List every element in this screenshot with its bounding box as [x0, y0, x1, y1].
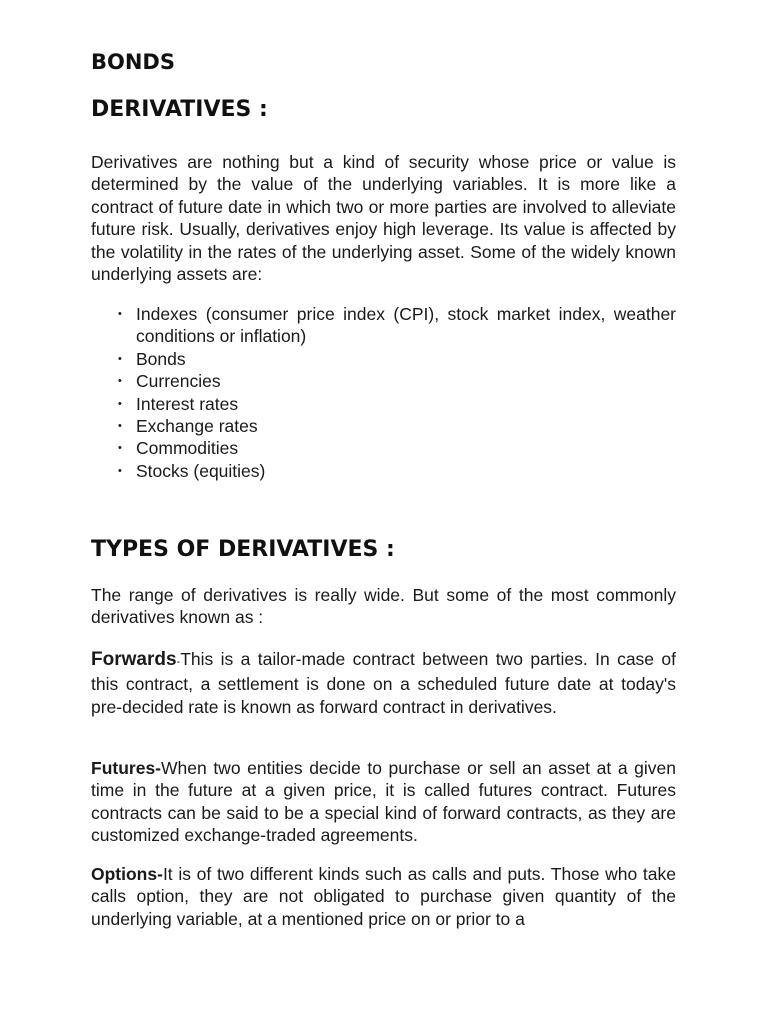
forwards-separator: - — [176, 656, 181, 668]
list-item — [118, 370, 676, 392]
heading-derivatives: DERIVATIVES : — [91, 97, 268, 122]
list-item — [118, 303, 676, 348]
options-paragraph — [91, 863, 676, 930]
intro-paragraph: Derivatives are nothing but a kind of security whose price or value is determined by the value of the underlying variables. It is more like a contract of future date in which two or more parties are involved to alleviate future risk. Usually, derivatives enjoy high leverage. Its value is affected by the volatility in the rates of the underlying asset. Some of the widely known underlying assets are: — [91, 152, 676, 285]
heading-bonds: BONDS — [91, 50, 175, 74]
options-term: Options- — [91, 864, 163, 884]
forwards-term: Forwards — [91, 649, 177, 670]
forwards-paragraph — [91, 648, 676, 718]
list-item-text: Bonds — [136, 348, 186, 369]
bullet-icon: • — [118, 420, 122, 433]
bullet-icon: • — [118, 308, 122, 320]
futures-text: When two entities decide to purchase or sell an asset at a given time in the future at a given price, it is called futures contract. Futures contracts can be said to be a special kind of forward contracts, as they are customized exchange-traded agreements. — [91, 758, 676, 846]
list-item-text: Indexes (consumer price index (CPI), stock market index, weather conditions or inflation) — [136, 304, 676, 347]
range-paragraph: The range of derivatives is really wide. But some of the most commonly derivatives known as : — [91, 585, 676, 628]
list-item — [118, 393, 676, 415]
bullet-icon: • — [118, 352, 122, 365]
list-item — [118, 460, 676, 482]
forwards-text: This is a tailor-made contract between two parties. In case of this contract, a settlement is done on a scheduled future date at today's pre-decided rate is known as forward contract in derivatives. — [91, 649, 676, 717]
list-item-text: Commodities — [136, 438, 239, 459]
list-item-text: Stocks (equities) — [136, 460, 266, 481]
bullet-icon: • — [118, 375, 122, 388]
list-item-text: Currencies — [136, 371, 221, 392]
bullet-icon: • — [118, 464, 122, 477]
futures-term: Futures- — [91, 758, 161, 778]
underlying-assets-list — [118, 303, 676, 482]
futures-paragraph — [91, 757, 676, 847]
list-item-text: Exchange rates — [136, 416, 258, 437]
list-item-text: Interest rates — [136, 393, 239, 414]
options-text: It is of two different kinds such as calls and puts. Those who take calls option, they are not obligated to purchase given quantity of the underlying variable, at a mentioned price on or prior to a — [91, 864, 676, 929]
heading-types-of-derivatives: TYPES OF DERIVATIVES : — [91, 537, 395, 562]
bullet-icon: • — [118, 397, 122, 410]
list-item — [118, 415, 676, 437]
list-item — [118, 437, 676, 459]
list-item — [118, 348, 676, 370]
bullet-icon: • — [118, 442, 122, 455]
